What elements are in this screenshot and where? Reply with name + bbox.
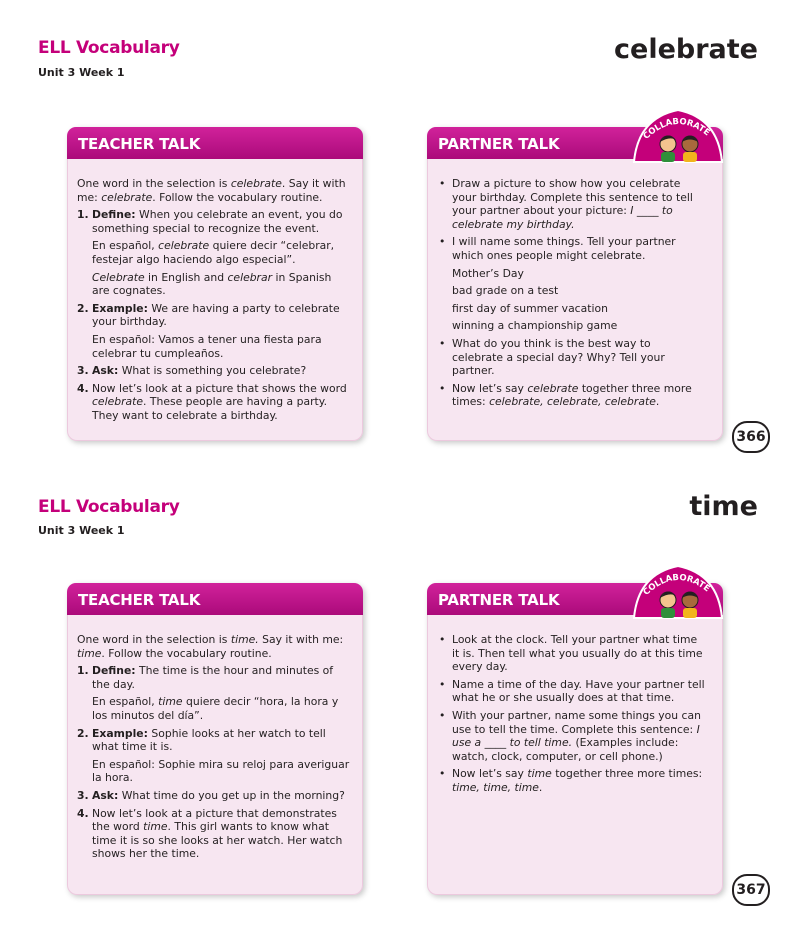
bullet-say-together: • Now let’s say celebrate together three more times: celebrate, celebrate, celebrate. xyxy=(439,381,692,409)
things-list xyxy=(452,267,705,333)
list-item: first day of summer vacation xyxy=(452,301,608,315)
partner-talk-body xyxy=(437,177,705,413)
collaborate-badge xyxy=(628,104,728,168)
partner-talk-body xyxy=(437,633,705,799)
bullet-things: • With your partner, name some things you can use to tell the time. Complete this sentence: I use a ____ to tell time. (Examples include: watch, clock, computer, or cell phone.) xyxy=(439,708,701,763)
vocabulary-word: celebrate xyxy=(614,34,758,65)
spanish-translation: En español, celebrate quiere decir “celebrar, festejar algo haciendo algo especial”. xyxy=(92,239,335,266)
unit-week: Unit 3 Week 1 xyxy=(38,66,125,79)
teacher-talk-body xyxy=(77,177,351,427)
partner-talk-card xyxy=(427,127,723,441)
section-title: ELL Vocabulary xyxy=(38,38,180,58)
step-picture: 4. Now let’s look at a picture that demonstrates the word time. This girl wants to know what time it is so she looks at her watch. Her watch shows her the time. xyxy=(77,806,343,861)
intro: One word in the selection is time. Say it with me: time. Follow the vocabulary routine. xyxy=(77,633,344,660)
bullet-say-together: • Now let’s say time together three more times: time, time, time. xyxy=(439,767,703,794)
unit-week: Unit 3 Week 1 xyxy=(38,524,125,537)
routine-steps xyxy=(77,664,351,861)
teacher-talk-header xyxy=(67,583,363,615)
bullet-best-way: • What do you think is the best way to celebrate a special day? Why? Tell your partner. xyxy=(439,336,665,378)
step-example: 2. Example: We are having a party to celebrate your birthday. En español: Vamos a tener una fiesta para celebrar tu cumpleaños. xyxy=(77,302,351,360)
step-ask: 3. Ask: What time do you get up in the morning? xyxy=(77,788,345,802)
bullet-clock: • Look at the clock. Tell your partner what time it is. Then tell what you usually do at this time every day. xyxy=(439,633,703,674)
teacher-talk-title: TEACHER TALK xyxy=(78,591,201,609)
spanish-example: En español: Vamos a tener una fiesta para celebrar tu cumpleaños. xyxy=(92,332,322,360)
teacher-talk-card xyxy=(67,127,363,441)
vocabulary-word: time xyxy=(689,491,758,522)
list-item: winning a championship game xyxy=(452,319,618,333)
step-ask: 3. Ask: What is something you celebrate? xyxy=(77,364,307,378)
teacher-talk-title: TEACHER TALK xyxy=(78,135,201,153)
list-item: Mother’s Day xyxy=(452,266,524,280)
bullet-name-things: • I will name some things. Tell your partner which ones people might celebrate. Mother’s Day bad grade on a test first day of summer vacation winning a championship game xyxy=(437,235,705,333)
spanish-translation: En español, time quiere decir “hora, la hora y los minutos del día”. xyxy=(92,695,339,722)
page-number: 367 xyxy=(732,874,770,906)
page-number: 366 xyxy=(732,421,770,453)
cognate-note: Celebrate in English and celebrar in Spanish are cognates. xyxy=(92,270,332,298)
bullet-draw: • Draw a picture to show how you celebrate your birthday. Complete this sentence to tell your partner about your picture: I ____ to celebrate my birthday. xyxy=(439,177,693,231)
badge-label: COLLABORATE xyxy=(641,116,712,142)
step-example: 2. Example: Sophie looks at her watch to tell what time it is. En español: Sophie mira su reloj para averiguar la hora. xyxy=(77,726,350,785)
bullet-time-of-day: • Name a time of the day. Have your partner tell what he or she usually does at that time. xyxy=(439,677,705,705)
partner-bullets xyxy=(437,177,705,409)
partner-talk-title: PARTNER TALK xyxy=(438,591,560,609)
intro: One word in the selection is celebrate. Say it with me: celebrate. Follow the vocabulary routine. xyxy=(77,177,346,204)
teacher-talk-body xyxy=(77,633,351,865)
routine-steps xyxy=(77,208,351,422)
step-picture: 4. Now let’s look at a picture that shows the word celebrate. These people are having a party. They want to celebrate a birthday. xyxy=(77,381,347,422)
step-define: 1. Define: When you celebrate an event, you do something special to recognize the event. En español, celebrate quiere decir “celebrar, festejar algo haciendo algo especial”. Celebrate in English and celebrar in Spanish are cognates. xyxy=(77,208,351,298)
partner-bullets xyxy=(437,633,705,795)
spanish-example: En español: Sophie mira su reloj para averiguar la hora. xyxy=(92,757,350,785)
teacher-talk-header xyxy=(67,127,363,159)
partner-talk-card xyxy=(427,583,723,895)
badge-label: COLLABORATE xyxy=(641,572,712,598)
section-title: ELL Vocabulary xyxy=(38,497,180,517)
list-item: bad grade on a test xyxy=(452,284,559,298)
partner-talk-title: PARTNER TALK xyxy=(438,135,560,153)
collaborate-badge xyxy=(628,560,728,624)
step-define: 1. Define: The time is the hour and minutes of the day. En español, time quiere decir “hora, la hora y los minutos del día”. xyxy=(77,664,351,722)
teacher-talk-card xyxy=(67,583,363,895)
